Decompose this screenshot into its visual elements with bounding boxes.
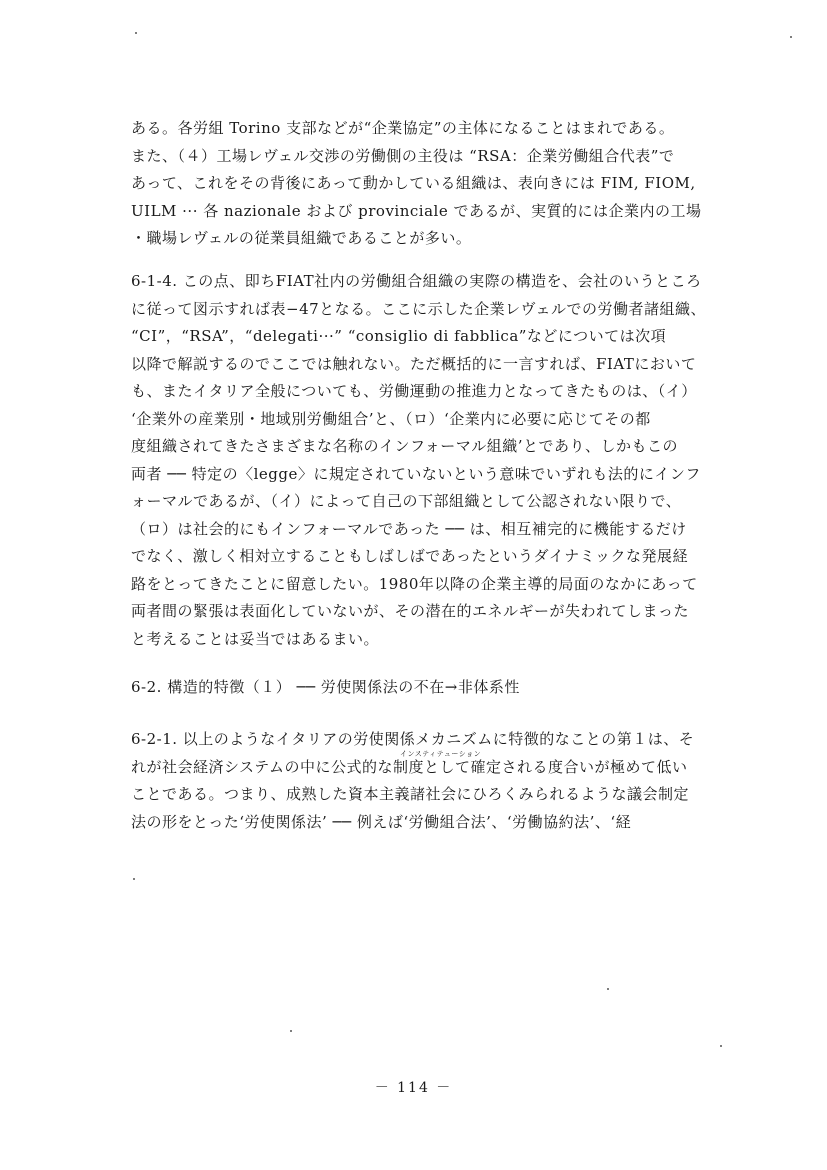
- text-line: 路をとってきたことに留意したい。1980年以降の企業主導的局面のなかにあって: [131, 574, 698, 593]
- text-line: 以降で解説するのでここでは触れない。ただ概括的に一言すれば、FIATにおいて: [131, 354, 697, 373]
- text-line: ‘企業外の産業別・地域別労働組合’と、（ロ）‘企業内に必要に応じてその都: [131, 409, 651, 428]
- scan-speck: [135, 32, 137, 34]
- text-line: UILM ··· 各 nazionale および provinciale であるが、実質的には企業内の工場: [131, 201, 702, 220]
- section-heading: [131, 674, 731, 702]
- text-line: に従って図示すれば表−47となる。ここに示した企業レヴェルでの労働者諸組織、: [131, 299, 707, 318]
- text-line: ォーマルであるが、（イ）によって自己の下部組織として公認されない限りで、: [131, 492, 682, 510]
- text-line: 法の形をとった‘労使関係法’ ── 例えば‘労働組合法’、‘労働協約法’、‘経: [131, 812, 632, 831]
- text-line: 両者 ── 特定の〈legge〉に規定されていないという意味でいずれも法的にインフ: [131, 464, 701, 483]
- text-line: （ロ）は社会的にもインフォーマルであった ── は、相互補完的に機能するだけ: [131, 519, 687, 538]
- text-line: あって、これをその背後にあって動かしている組織は、表向きには FIM, FIOM,: [131, 174, 696, 192]
- text-line: ・職場レヴェルの従業員組織であることが多い。: [131, 229, 472, 247]
- text-line: また、（４）工場レヴェル交渉の労働側の主役は “RSA：企業労働組合代表”で: [131, 146, 675, 165]
- ruby-annotation: インスティテューション: [400, 750, 482, 758]
- scan-speck: [607, 988, 609, 990]
- text-line: ある。各労組 Torino 支部などが“企業協定”の主体になることはまれである。: [131, 119, 675, 137]
- text-line: も、またイタリア全般についても、労働運動の推進力となってきたものは、（イ）: [131, 382, 697, 400]
- scan-speck: [133, 878, 135, 880]
- scan-speck: [720, 1045, 722, 1047]
- page-number: － 114 －: [374, 1080, 453, 1096]
- text-line: “CI”，“RSA”，“delegati···” “consiglio di fabblica”などについては次項: [131, 327, 667, 345]
- paragraph-continuation: [131, 115, 731, 253]
- text-line: 6-1-4. この点、即ちFIAT社内の労働組合組織の実際の構造を、会社のいうところ: [131, 272, 702, 290]
- text-line: れが社会経済システムの中に公式的な制度として確定される度合いが極めて低い: [131, 757, 688, 776]
- text-line: 両者間の緊張は表面化していないが、その潜在的エネルギーが失われてしまった: [131, 602, 690, 620]
- text-line: ことである。つまり、成熟した資本主義諸社会にひろくみられるような議会制定: [131, 785, 690, 803]
- text-line: 6-2-1. 以上のようなイタリアの労使関係メカニズムに特徴的なことの第１は、そ: [131, 730, 695, 748]
- scan-speck: [790, 36, 792, 38]
- scan-speck: [290, 1030, 292, 1032]
- paragraph-6-2-1: [131, 726, 731, 836]
- section-heading-text: 6-2. 構造的特徴（１） ── 労使関係法の不在→非体系性: [131, 678, 520, 696]
- text-line: と考えることは妥当ではあるまい。: [131, 629, 380, 648]
- text-line: でなく、激しく相対立することもしばしばであったというダイナミックな発展経: [131, 547, 688, 565]
- text-line: 度組織されてきたさまざまな名称のインフォーマル組織’とであり、しかもこの: [131, 437, 679, 455]
- paragraph-6-1-4: [131, 268, 731, 653]
